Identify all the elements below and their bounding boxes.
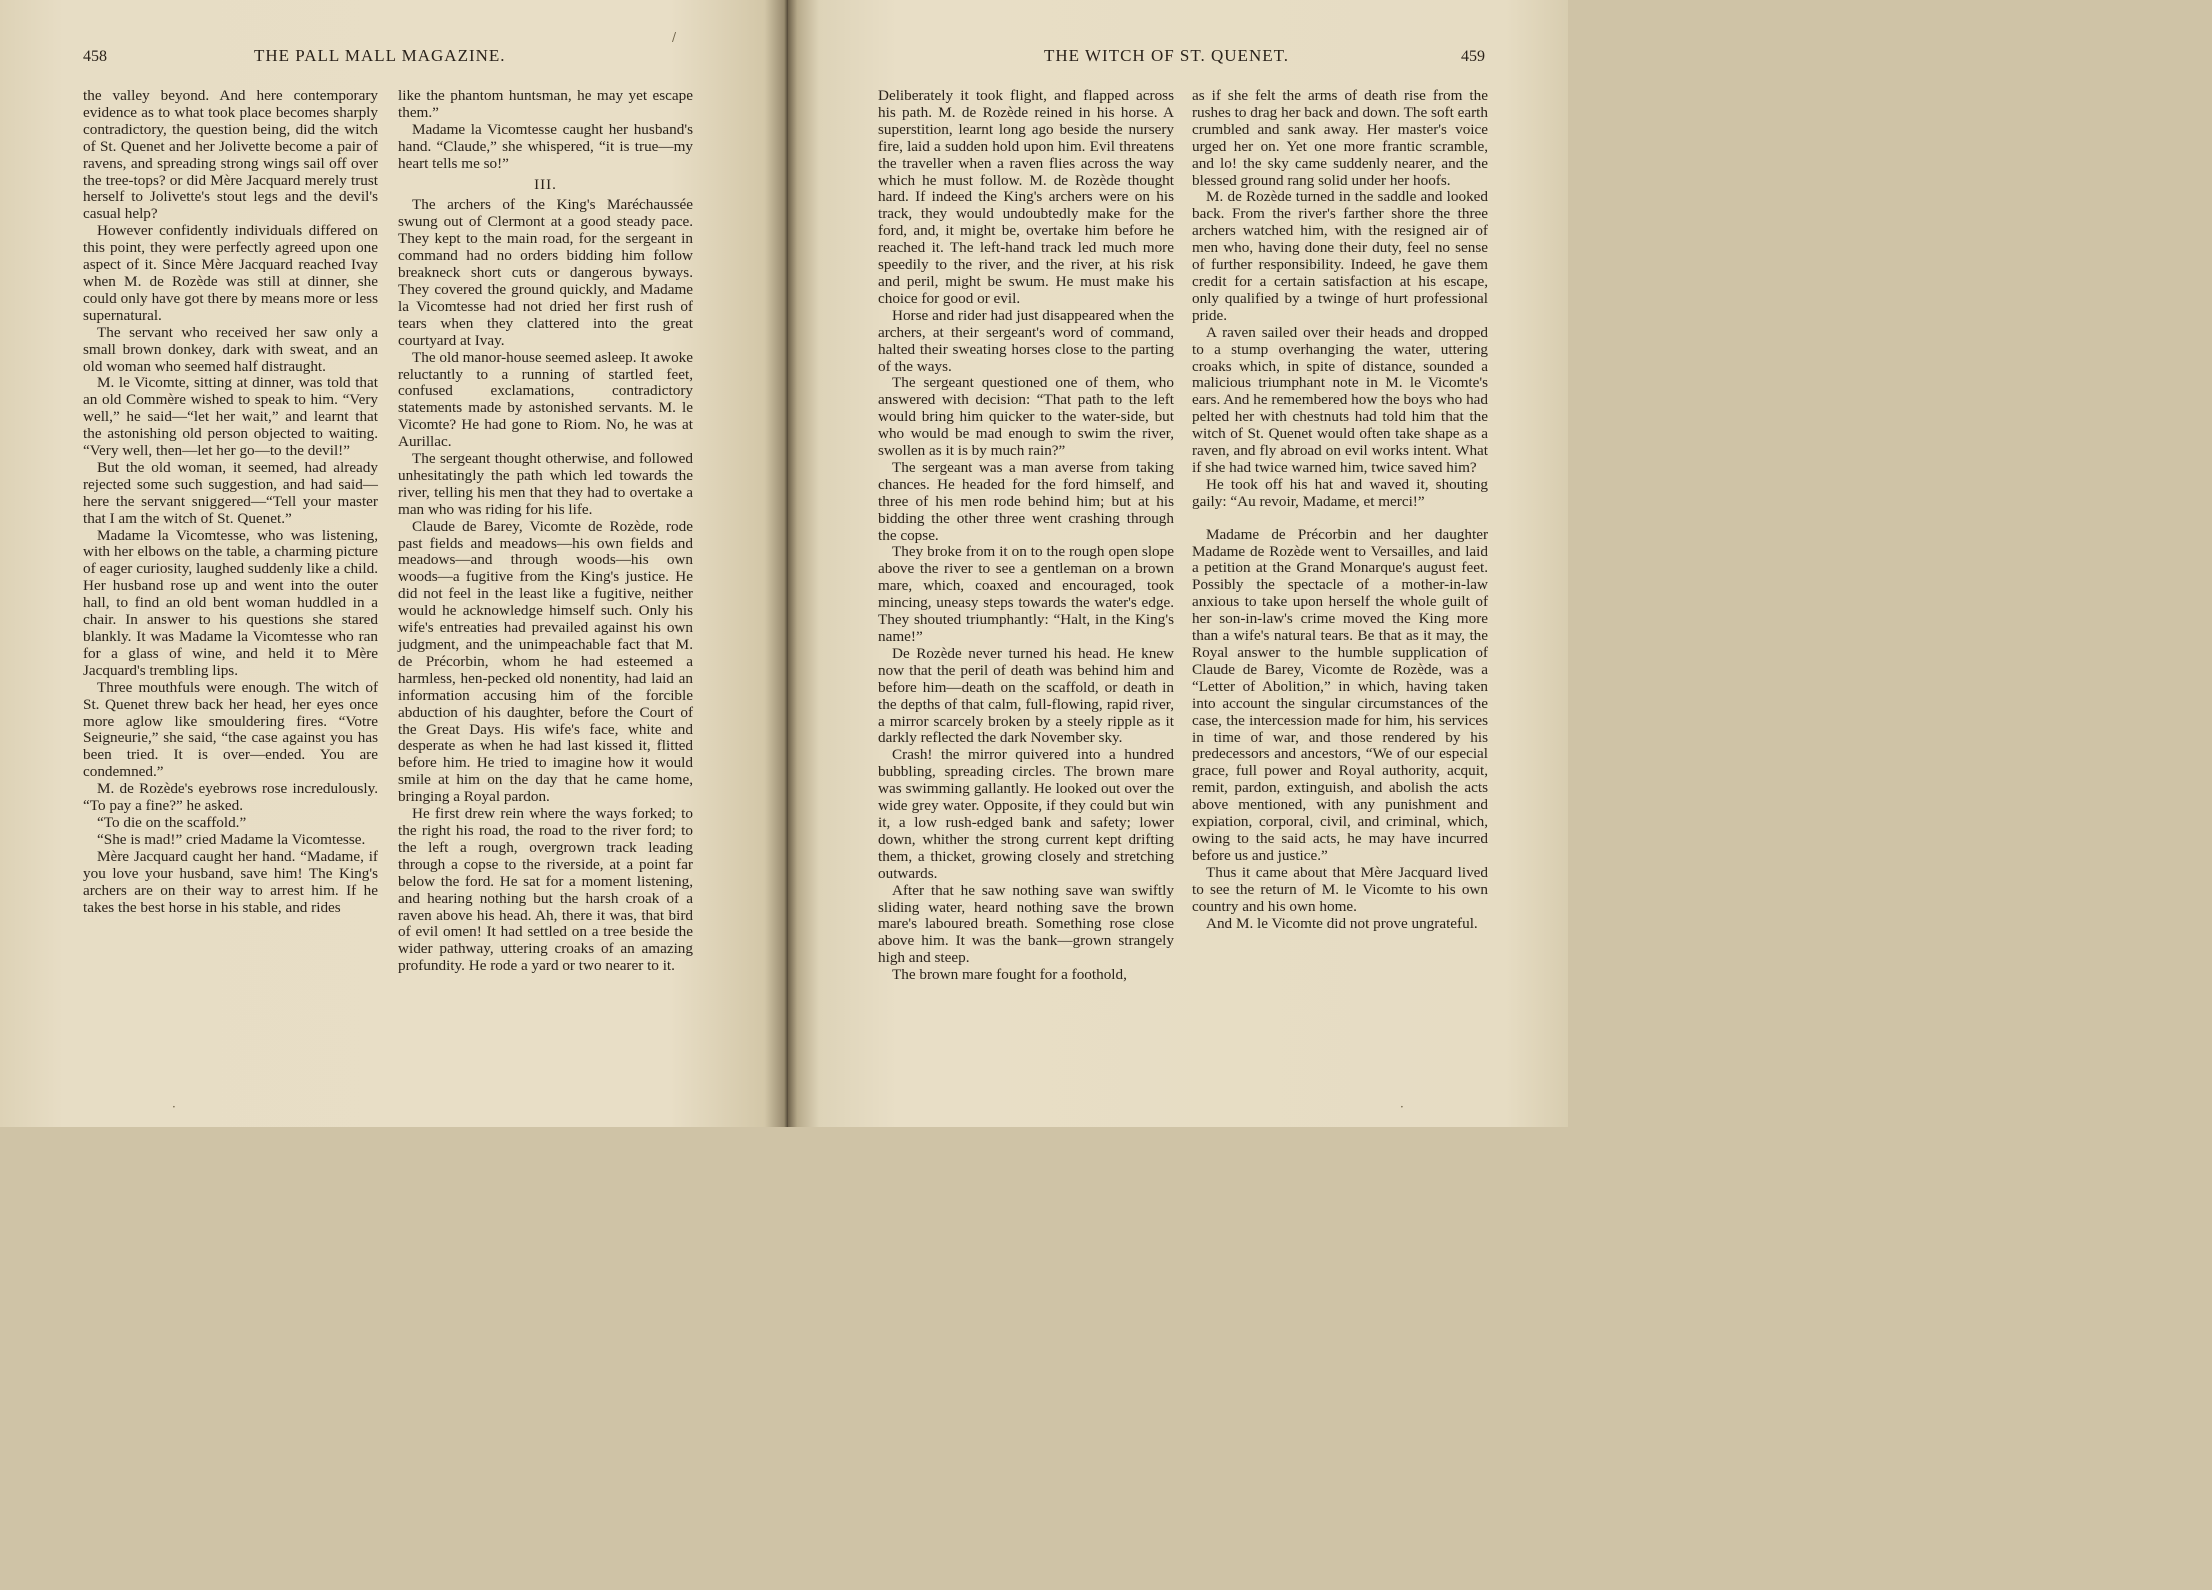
print-fleck: /: [672, 30, 677, 44]
paragraph: A raven sailed over their heads and dropped to a stump overhanging the water, uttering croaks which, in spite of distance, sounded a malicious triumphant note in M. le Vicomte's ears. And he remembered how the boys who had pelted her with chestnuts had told him that the witch of St. Quenet would often take shape as a raven, and fly abroad on evil works intent. What if she had twice warned him, twice saved him?: [1192, 323, 1488, 476]
print-fleck: ·: [1400, 1100, 1404, 1114]
paragraph: M. de Rozède's eyebrows rose incredulously. “To pay a fine?” he asked.: [83, 780, 378, 815]
paragraph: M. le Vicomte, sitting at dinner, was told that an old Commère wished to speak to him. “Very well,” he said—“let her wait,” and learnt that the astonishing old person objected to waiting. “Very well, then—let her go—to the devil!”: [83, 374, 378, 460]
right-page: [788, 0, 1568, 1127]
paragraph: as if she felt the arms of death rise from the rushes to drag her back and down. The soft earth crumbled and sank away. Her master's voice urged her on. Yet one more frantic scramble, and lo! the sky came suddenly nearer, and the blessed ground rang solid under her hoofs.: [1192, 87, 1488, 189]
paragraph: De Rozède never turned his head. He knew now that the peril of death was behind him and before him—death on the scaffold, or death in the depths of that calm, full-flowing, rapid river, a mirror scarcely broken by a steely ripple as it darkly reflected the dark November sky.: [878, 644, 1174, 747]
paragraph: Crash! the mirror quivered into a hundred bubbling, spreading circles. The brown mare was swimming gallantly. He looked out over the wide grey water. Opposite, if they could but win it, a low rush-edged bank and safety; lower down, whither the strong current kept drifting them, a thicket, growing closely and stretching outwards.: [878, 746, 1174, 882]
paragraph: The brown mare fought for a foothold,: [892, 966, 1127, 984]
paragraph: “To die on the scaffold.”: [97, 813, 247, 831]
paragraph: And M. le Vicomte did not prove ungrateful.: [1206, 914, 1478, 932]
section-break: [1192, 511, 1488, 527]
paragraph: He took off his hat and waved it, shouting gaily: “Au revoir, Madame, et merci!”: [1192, 475, 1488, 510]
running-head: THE PALL MALL MAGAZINE.: [254, 46, 506, 65]
paragraph: The servant who received her saw only a small brown donkey, dark with sweat, and an old woman who seemed half distraught.: [83, 323, 378, 375]
paragraph: He first drew rein where the ways forked; to the right his road, the road to the river ford; to the left a rough, overgrown track leading through a copse to the riverside, at a point far below the ford. He sat for a moment listening, and hearing nothing but the harsh croak of a raven above his head. Ah, there it was, that bird of evil omen! It had settled on a tree beside the wider pathway, uttering croaks of an amazing profundity. He rode a yard or two nearer to it.: [398, 805, 693, 975]
paragraph: The sergeant thought otherwise, and followed unhesitatingly the path which led towards the river, telling his men that they had to overtake a man who was riding for his life.: [398, 450, 693, 518]
paragraph: Thus it came about that Mère Jacquard lived to see the return of M. le Vicomte to his own country and his own home.: [1192, 863, 1488, 915]
paragraph: The archers of the King's Maréchaussée swung out of Clermont at a good steady pace. They kept to the main road, for the sergeant in command had no orders bidding him follow breakneck short cuts or dangerous byways. They covered the ground quickly, and Madame la Vicomtesse had not dried her first rush of tears when they clattered into the great courtyard at Ivay.: [398, 196, 693, 349]
paragraph: Madame la Vicomtesse, who was listening, with her elbows on the table, a charming picture of eager curiosity, laughed suddenly like a child. Her husband rose up and went into the outer hall, to find an old bent woman huddled in a chair. In answer to his questions she stared blankly. It was Madame la Vicomtesse who ran for a glass of wine, and held it to Mère Jacquard's trembling lips.: [83, 526, 378, 679]
section-heading: III.: [534, 176, 557, 193]
paragraph: But the old woman, it seemed, had already rejected some such suggestion, and had said—here the servant sniggered—“Tell your master that I am the witch of St. Quenet.”: [83, 458, 378, 527]
paragraph: like the phantom huntsman, he may yet escape them.”: [398, 87, 693, 121]
left-page: [0, 0, 788, 1127]
page-number: 458: [83, 48, 107, 65]
paragraph: Mère Jacquard caught her hand. “Madame, if you love your husband, save him! The King's archers are on their way to arrest him. If he takes the best horse in his stable, and rides: [83, 847, 378, 916]
text-column-1: [83, 88, 378, 916]
paragraph: M. de Rozède turned in the saddle and looked back. From the river's farther shore the three archers watched him, with the resigned air of men who, having done their duty, feel no sense of further responsibility. Indeed, he gave them credit for a certain satisfaction at his escape, only qualified by a twinge of hurt professional pride.: [1192, 188, 1488, 324]
paragraph: The sergeant questioned one of them, who answered with decision: “That path to the left would bring him quicker to the water-side, but who would be mad enough to swim the river, swollen as it is by much rain?”: [878, 374, 1174, 460]
page-number: 459: [1461, 48, 1485, 65]
paragraph: Madame de Précorbin and her daughter Madame de Rozède went to Versailles, and laid a petition at the Grand Monarque's august feet. Possibly the spectacle of a mother-in-law anxious to take upon herself the whole guilt of her son-in-law's crime moved the King more than a wife's natural tears. Be that as it may, the Royal answer to the humble supplication of Claude de Barey, Vicomte de Rozède, was a “Letter of Abolition,” in which, having taken into account the singular circumstances of the case, the intercession made for him, his services in time of war, and those rendered by his predecessors and ancestors, “We of our especial grace, full power and Royal authority, acquit, remit, pardon, extinguish, and abolish the acts above mentioned, with any punishment and expiation, corporal, civil, and criminal, which, owing to the said acts, he may have incurred before us and justice.”: [1192, 525, 1488, 864]
text-column-1: [878, 88, 1174, 984]
text-column-2: [1192, 88, 1488, 932]
print-fleck: ·: [172, 1100, 176, 1114]
paragraph: However confidently individuals differed on this point, they were perfectly agreed upon one aspect of it. Since Mère Jacquard reached Ivay when M. de Rozède was still at dinner, she could only have got there by means more or less supernatural.: [83, 222, 378, 324]
paragraph: Deliberately it took flight, and flapped across his path. M. de Rozède reined in his horse. A superstition, learnt long ago beside the nursery fire, laid a sudden hold upon him. Evil threatens the traveller when a raven flies across the way which he must follow. M. de Rozède thought hard. If indeed the King's archers were on his track, they would undoubtedly make for the ford, and, it might be, overtake him before he reached it. The left-hand track led much more speedily to the river, and the river, at his risk and peril, might be swum. He must make his choice for good or evil.: [878, 87, 1174, 307]
paragraph: Horse and rider had just disappeared when the archers, at their sergeant's word of command, halted their sweating horses close to the parting of the ways.: [878, 306, 1174, 375]
paragraph: The old manor-house seemed asleep. It awoke reluctantly to a running of startled feet, confused exclamations, contradictory statements made by astonished servants. M. le Vicomte? He had gone to Riom. No, he was at Aurillac.: [398, 348, 693, 451]
paragraph: After that he saw nothing save wan swiftly sliding water, heard nothing save the brown mare's laboured breath. Something rose close above him. It was the bank—grown strangely high and steep.: [878, 881, 1174, 967]
paragraph: Madame la Vicomtesse caught her husband's hand. “Claude,” she whispered, “it is true—my heart tells me so!”: [398, 120, 693, 172]
paragraph: They broke from it on to the rough open slope above the river to see a gentleman on a brown mare, which, coaxed and encouraged, took mincing, uneasy steps towards the water's edge. They shouted triumphantly: “Halt, in the King's name!”: [878, 543, 1174, 645]
paragraph: The sergeant was a man averse from taking chances. He headed for the ford himself, and three of his men rode behind him; but at his bidding the other three went crashing through the copse.: [878, 458, 1174, 544]
paragraph: Claude de Barey, Vicomte de Rozède, rode past fields and meadows—his own fields and meadows—and through woods—his own woods—a fugitive from the King's justice. He did not feel in the least like a fugitive, neither would he acknowledge himself such. Only his wife's entreaties had prevailed against his own judgment, and the unimpeachable fact that M. de Précorbin, whom he had esteemed a harmless, hen-pecked old nonentity, had laid an information accusing him of the forcible abduction of his daughter, before the Court of the Great Days. His wife's face, white and desperate as when he had last kissed it, flitted before him. He tried to imagine how it would smile at him on the day that he came home, bringing a Royal pardon.: [398, 517, 693, 806]
paragraph: the valley beyond. And here contemporary evidence as to what took place becomes sharply contradictory, the question being, did the witch of St. Quenet and her Jolivette become a pair of ravens, and spreading strong wings sail off over the tree-tops? or did Mère Jacquard merely trust herself to Jolivette's stout legs and the devil's casual help?: [83, 87, 378, 223]
paragraph: “She is mad!” cried Madame la Vicomtesse.: [97, 830, 366, 848]
text-column-2: [398, 88, 693, 975]
paragraph: Three mouthfuls were enough. The witch of St. Quenet threw back her head, her eyes once more aglow like smouldering fires. “Votre Seigneurie,” she said, “the case against you has been tried. It is over—ended. You are condemned.”: [83, 678, 378, 781]
running-head: THE WITCH OF ST. QUENET.: [1044, 46, 1289, 65]
